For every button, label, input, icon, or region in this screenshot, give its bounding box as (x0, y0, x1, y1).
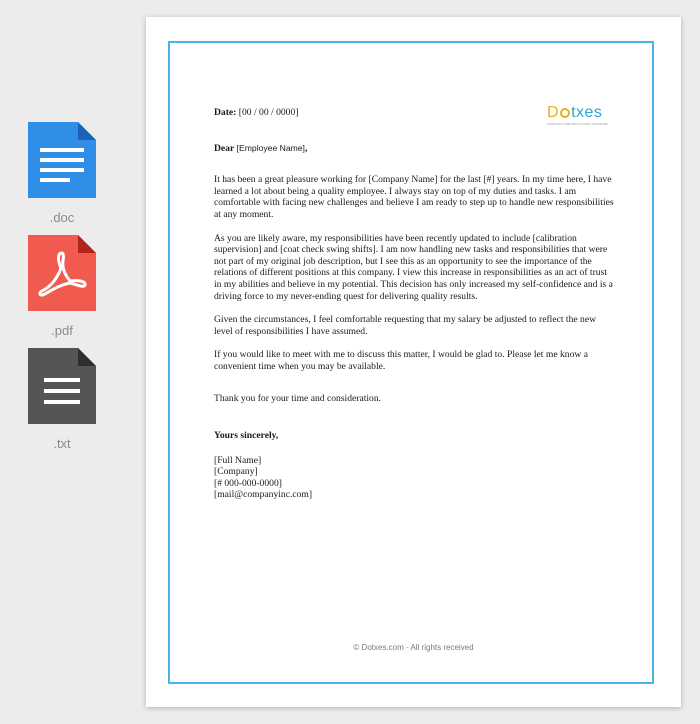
paragraph-3: Given the circumstances, I feel comfortable requesting that my salary be adjusted to reflect the new level of responsibilities I have assumed. (214, 314, 597, 337)
document-page (146, 17, 681, 707)
txt-file-icon (28, 348, 96, 424)
paragraph-4: If you would like to meet with me to discuss this matter, I would be glad to. Please let me know a convenient time when you may be available. (214, 349, 588, 372)
paragraph-2: As you are likely aware, my responsibilities have been recently updated to include [calibration supervision] and [coat check swing shifts]. I am now handling new tasks and responsibilities that were not part of my original job description, but I see this as an opportunity to see the importance of the relations of different positions at this company. I view this increase in responsibilities as an act of trust in my abilities and believe in my potential. This decision has only increased my self-confidence and is a driving force to my never-ending quest for delivering quality results. (214, 232, 613, 302)
doc-download[interactable] (28, 122, 96, 225)
letter-body (214, 107, 614, 501)
salutation: Dear [Employee Name], (214, 142, 308, 154)
signature-name: [Full Name] (214, 454, 262, 466)
pdf-download[interactable] (28, 235, 96, 338)
dotxes-logo: D txes CREATING A BETTER FUTURE TOGETHER (547, 105, 613, 126)
doc-file-icon (28, 122, 96, 198)
signature-company: [Company] (214, 466, 258, 478)
thanks-line: Thank you for your time and consideration. (214, 392, 382, 404)
copyright-footer: © Dotxes.com - All rights received (353, 643, 474, 652)
signature-phone: [# 000-000-0000] (214, 477, 282, 489)
paragraph-1: It has been a great pleasure working for [Company Name] for the last [#] years. In my time here, I have learned a lot about being a quality employee. I always stay on top of my duties and tasks. I am comfortable with facing new challenges and believe I am ready to step up to handle new responsibilities at any moment. (214, 174, 614, 220)
pdf-file-icon (28, 235, 96, 311)
txt-download[interactable] (28, 348, 96, 451)
doc-label: .doc (49, 210, 75, 225)
closing-line: Yours sincerely, (214, 430, 279, 442)
pdf-label: .pdf (51, 323, 73, 338)
logo-tagline: CREATING A BETTER FUTURE TOGETHER (547, 122, 608, 126)
txt-label: .txt (53, 436, 71, 451)
signature-email: [mail@companyinc.com] (214, 489, 313, 501)
date-line: Date: [00 / 00 / 0000] (214, 107, 299, 118)
